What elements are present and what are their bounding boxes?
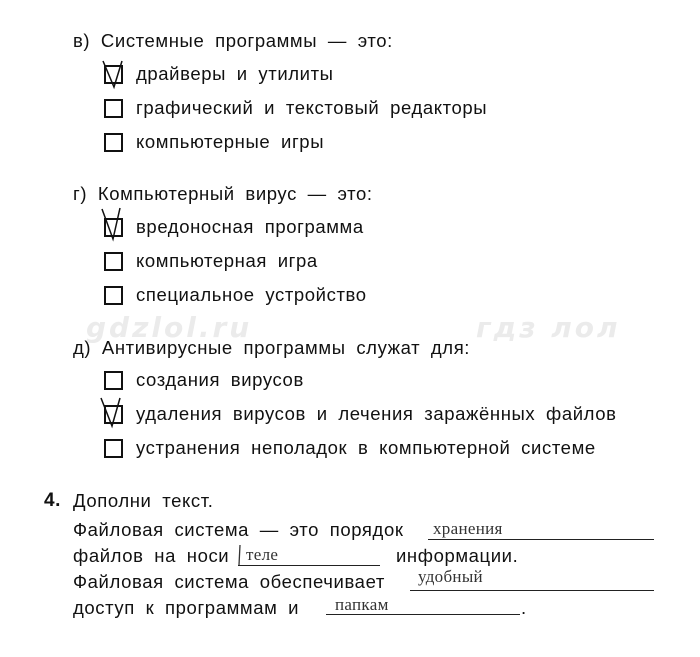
fill-line-2-text-a: файлов на носи bbox=[73, 545, 230, 566]
fill-line-4-end: . bbox=[521, 597, 527, 618]
answer-2-underline bbox=[238, 565, 380, 566]
option-g-3-label: специальное устройство bbox=[136, 284, 367, 305]
option-g-1-label: вредоносная программа bbox=[136, 216, 364, 237]
task-number: 4. bbox=[44, 490, 62, 511]
question-d-title: д) Антивирусные программы служат для: bbox=[73, 337, 471, 358]
checkbox-d-1[interactable] bbox=[104, 371, 123, 390]
answer-1-underline bbox=[428, 539, 654, 540]
answer-3-underline bbox=[410, 590, 654, 591]
answer-4-underline bbox=[326, 614, 520, 615]
check-mark-icon bbox=[100, 57, 128, 91]
fill-line-4-text: доступ к программам и bbox=[73, 597, 300, 618]
option-d-1-label: создания вирусов bbox=[136, 369, 304, 390]
checkbox-g-2[interactable] bbox=[104, 252, 123, 271]
fill-line-3-text: Файловая система обеспечивает bbox=[73, 571, 385, 592]
watermark-left: gdzlol.ru bbox=[86, 311, 253, 344]
option-d-3-label: устранения неполадок в компьютерной системе bbox=[136, 437, 596, 458]
task-heading: Дополни текст. bbox=[73, 490, 214, 511]
option-v-3-label: компьютерные игры bbox=[136, 131, 325, 152]
checkbox-d-3[interactable] bbox=[104, 439, 123, 458]
watermark-right: гдз лол bbox=[476, 311, 621, 344]
fill-line-1-text: Файловая система — это порядок bbox=[73, 519, 404, 540]
option-v-2-label: графический и текстовый редакторы bbox=[136, 97, 488, 118]
checkbox-v-3[interactable] bbox=[104, 133, 123, 152]
checkbox-v-2[interactable] bbox=[104, 99, 123, 118]
answer-4[interactable]: папкам bbox=[335, 595, 389, 614]
option-g-2-label: компьютерная игра bbox=[136, 250, 318, 271]
answer-3[interactable]: удобный bbox=[418, 567, 483, 586]
word-break-mark-icon bbox=[236, 543, 244, 567]
check-mark-icon bbox=[97, 394, 127, 430]
checkbox-g-3[interactable] bbox=[104, 286, 123, 305]
question-g-title: г) Компьютерный вирус — это: bbox=[73, 183, 373, 204]
option-d-2-label: удаления вирусов и лечения заражённых файлов bbox=[136, 403, 617, 424]
answer-2[interactable]: теле bbox=[246, 545, 279, 564]
option-v-1-label: драйверы и утилиты bbox=[136, 63, 334, 84]
answer-1[interactable]: хранения bbox=[433, 519, 503, 538]
fill-line-2-text-b: информации. bbox=[396, 545, 519, 566]
question-v-title: в) Системные программы — это: bbox=[73, 30, 393, 51]
check-mark-icon bbox=[98, 205, 128, 243]
